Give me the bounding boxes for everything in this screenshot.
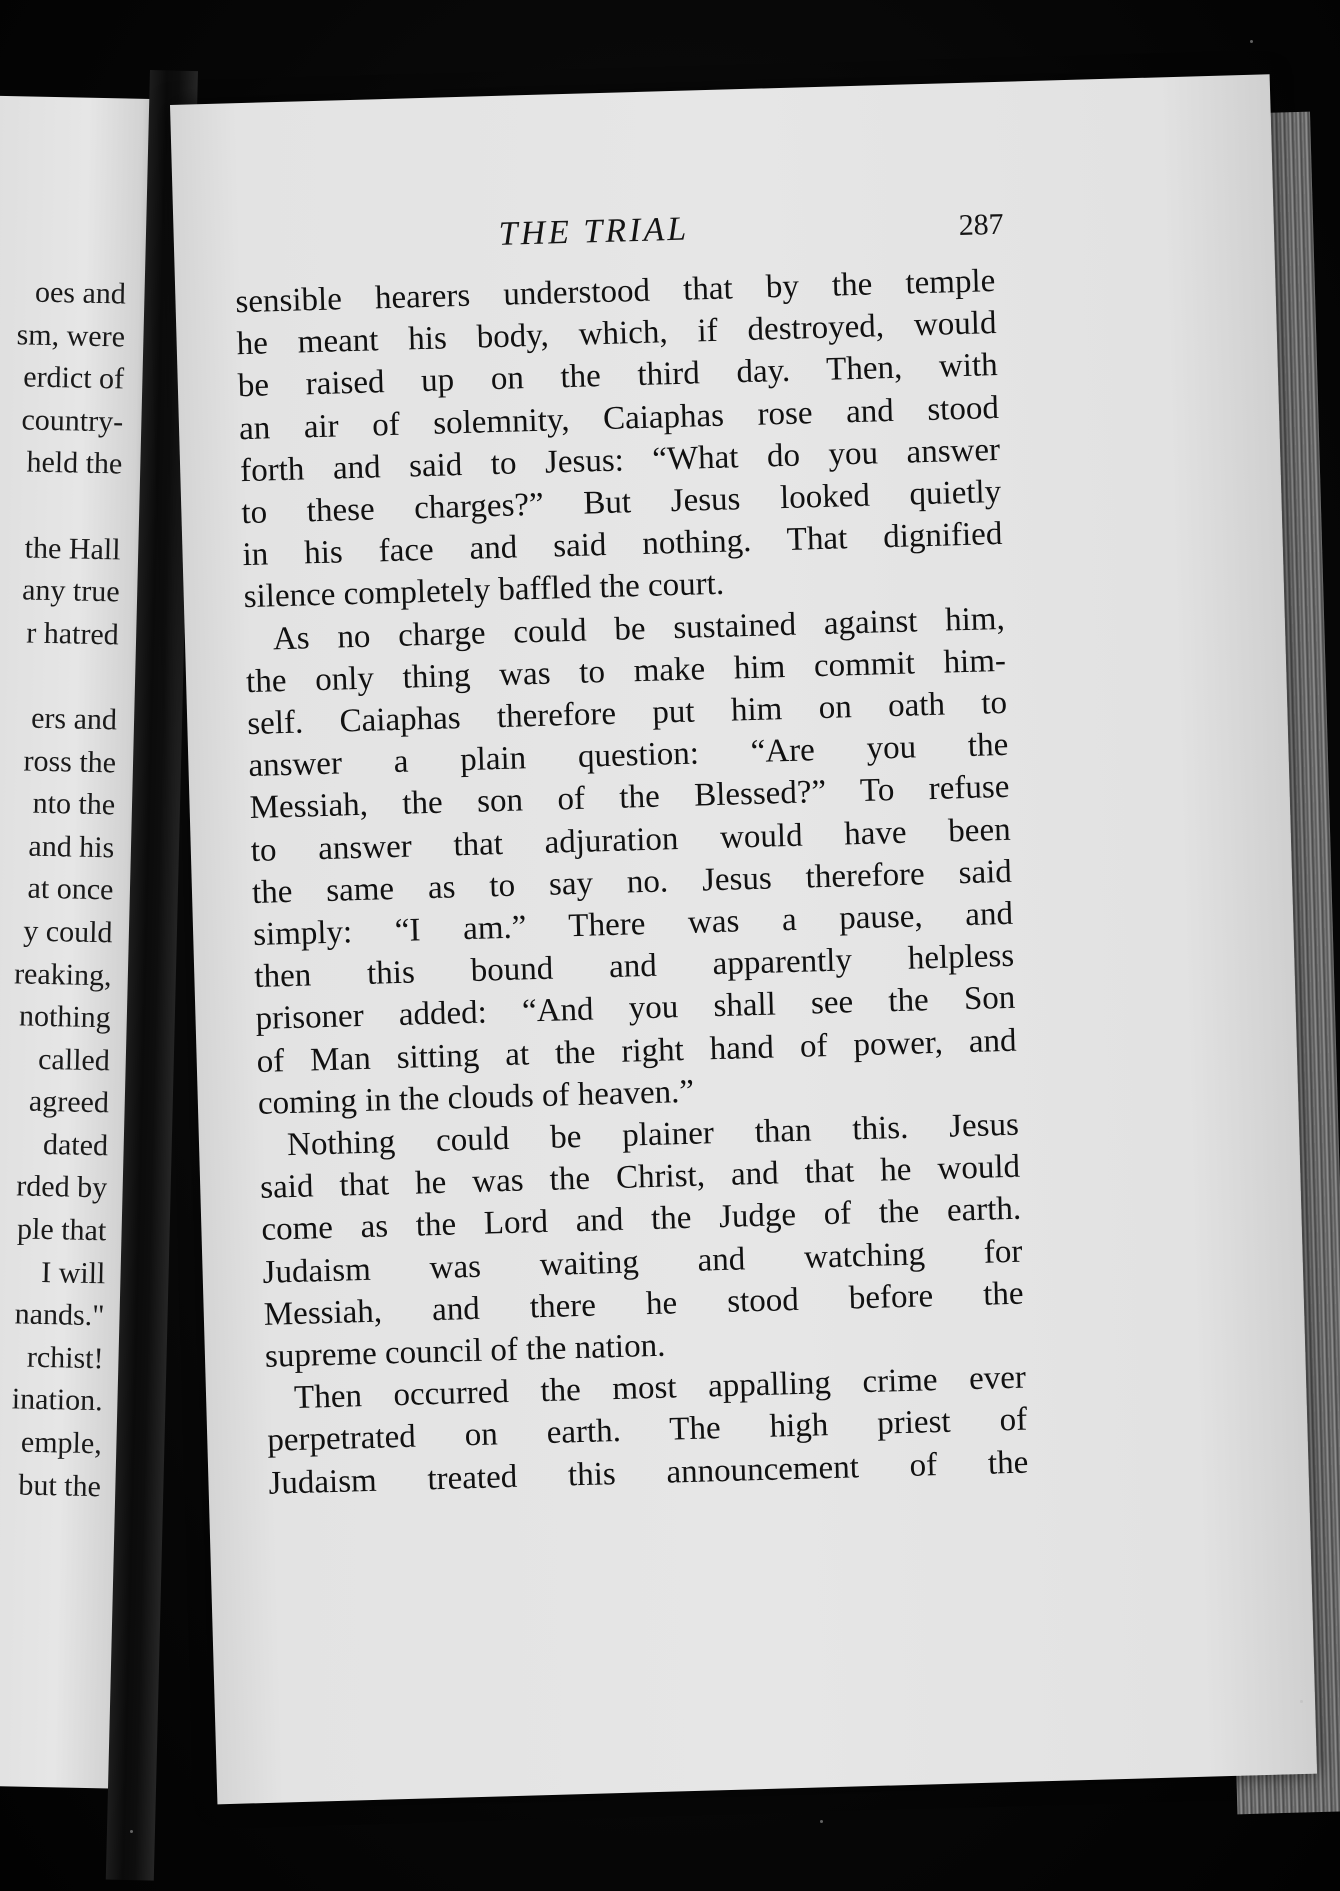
left-page-line: nothing — [18, 999, 112, 1035]
left-page-text — [0, 270, 126, 1509]
left-page-line: ross the — [23, 744, 117, 779]
left-page-line: dated — [42, 1127, 109, 1163]
left-page-line: nands." — [14, 1297, 105, 1333]
right-page — [170, 74, 1317, 1804]
text-line: in his face and said nothing. That dignified — [242, 516, 1003, 574]
text-line: perpetrated on earth. The high priest of — [266, 1402, 1028, 1460]
paragraph — [266, 1357, 1029, 1505]
left-page-line: country- — [21, 403, 124, 439]
left-page-line: erdict of — [22, 360, 125, 396]
text-line: coming in the clouds of heaven.” — [257, 1073, 695, 1122]
left-page-line: rchist! — [26, 1340, 104, 1376]
left-page-line: emple, — [20, 1425, 103, 1461]
text-line: an air of solemnity, Caiaphas rose and stood — [238, 389, 1000, 447]
text-line: sensible hearers understood that by the temple — [235, 263, 996, 321]
left-page-line: any true — [21, 573, 120, 609]
left-page-line: but the — [18, 1468, 102, 1503]
text-line: to answer that adjuration would have been — [250, 811, 1012, 869]
text-line: answer a plain question: “Are you the — [247, 727, 1009, 785]
text-line: Judaism treated this announcement of the — [268, 1444, 1029, 1502]
text-line: forth and said to Jesus: “What do you answer — [239, 431, 1001, 489]
text-line: silence completely baffled the court. — [243, 566, 725, 616]
left-page-line: called — [37, 1042, 111, 1078]
left-page-line: ination. — [11, 1382, 104, 1418]
text-line: of Man sitting at the right hand of power, and — [256, 1022, 1017, 1080]
page-number: 287 — [958, 207, 1005, 243]
running-head-title: THE TRIAL — [498, 210, 690, 253]
text-line: Messiah, the son of the Blessed?” To refuse — [249, 769, 1010, 827]
left-page-line: at once — [27, 871, 114, 907]
text-line: the only thing was to make him commit him- — [245, 642, 1007, 700]
paragraph — [259, 1104, 1026, 1378]
left-page-line: reaking, — [13, 956, 112, 992]
left-page-line — [0, 483, 122, 529]
left-page-line: and his — [28, 829, 115, 865]
left-page-line: r hatred — [25, 616, 120, 652]
text-line: come as the Lord and the Judge of the earth. — [260, 1191, 1022, 1249]
text-line: the same as to say no. Jesus therefore said — [251, 853, 1013, 911]
left-page-line: ers and — [30, 701, 118, 737]
left-page-line — [0, 653, 118, 699]
left-page-line: ple that — [16, 1212, 107, 1248]
left-page-line: y could — [23, 914, 113, 950]
text-line: As no charge could be sustained against him, — [272, 600, 1006, 657]
left-page-line: oes and — [34, 275, 127, 311]
text-line: simply: “I am.” There was a pause, and — [252, 895, 1014, 954]
left-page-line: agreed — [28, 1084, 110, 1120]
left-page-line: sm, were — [16, 317, 126, 354]
left-page-line: held the — [26, 445, 123, 481]
text-line: he meant his body, which, if destroyed, would — [236, 305, 997, 363]
text-line: then this bound and apparently helpless — [253, 938, 1015, 996]
paragraph — [235, 260, 1004, 619]
text-line: said that he was the Christ, and that he would — [259, 1148, 1021, 1207]
text-line: Judaism was waiting and watching for — [262, 1233, 1023, 1291]
text-line: prisoner added: “And you shall see the Son — [255, 980, 1016, 1038]
page-content — [233, 202, 1028, 1505]
left-page-line: rded by — [15, 1169, 108, 1205]
text-line: Then occurred the most appalling crime ever — [293, 1359, 1027, 1417]
text-line: to these charges?” But Jesus looked quietly — [240, 473, 1002, 532]
text-line: be raised up on the third day. Then, with — [237, 347, 999, 405]
left-page-line: I will — [40, 1255, 106, 1290]
left-page-line: the Hall — [24, 531, 121, 567]
text-line: supreme council of the nation. — [264, 1327, 666, 1375]
body-text — [235, 260, 1029, 1505]
left-page-line: nto the — [32, 786, 116, 822]
text-line: self. Caiaphas therefore put him on oath to — [246, 684, 1008, 743]
paragraph — [244, 598, 1018, 1125]
text-line: Nothing could be plainer than this. Jesus — [286, 1106, 1020, 1164]
text-line: Messiah, and there he stood before the — [263, 1275, 1025, 1333]
